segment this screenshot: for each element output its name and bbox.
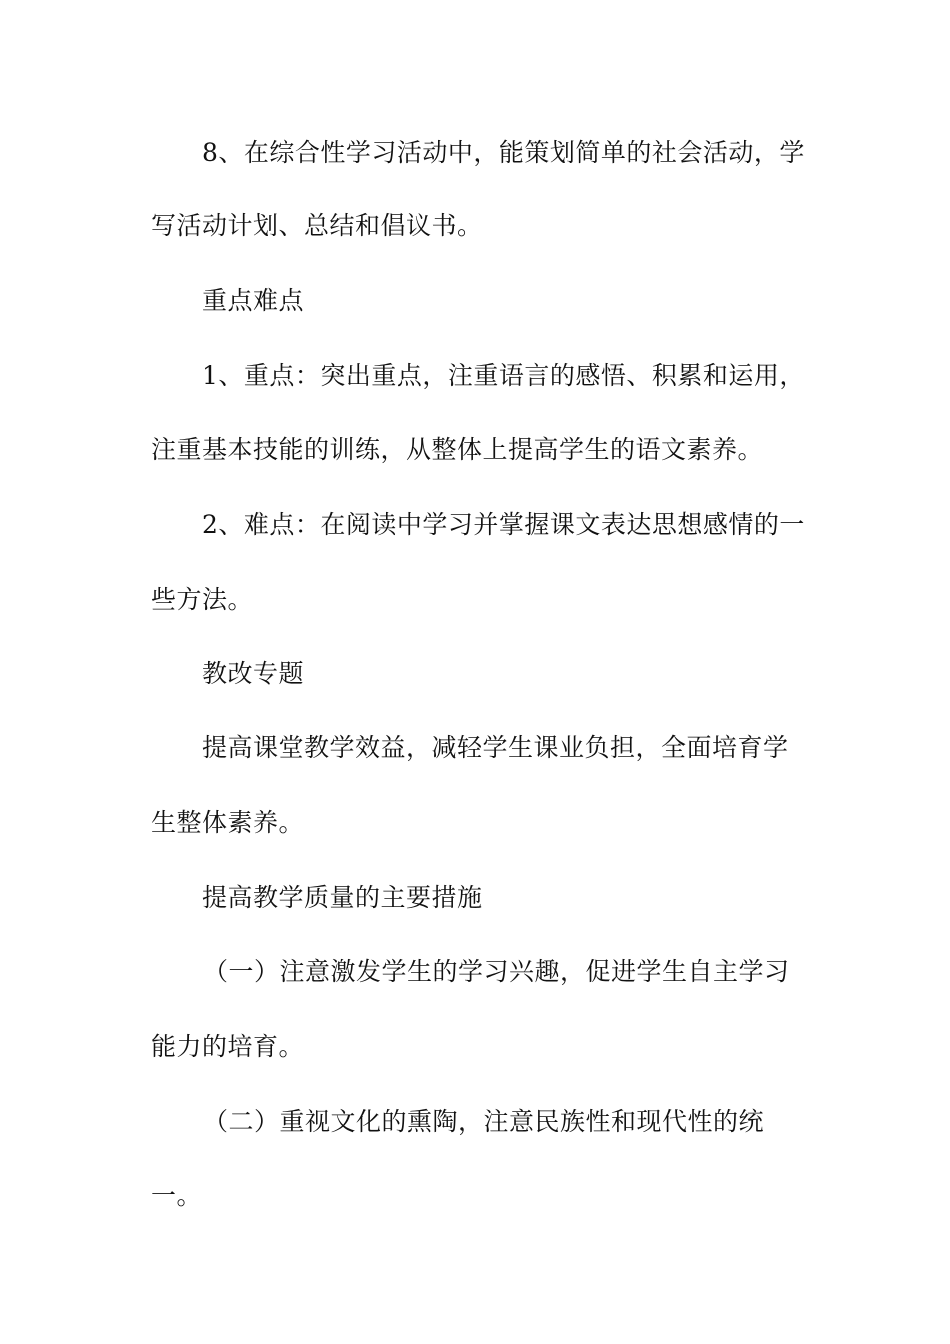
paragraph-line-1: 8、在综合性学习活动中，能策划简单的社会活动，学: [202, 138, 805, 167]
section-heading-measures: 提高教学质量的主要措施: [202, 883, 483, 912]
paragraph-line-8: 生整体素养。: [151, 808, 305, 837]
paragraph-line-2: 写活动计划、总结和倡议书。: [151, 211, 483, 240]
paragraph-line-5: 2、难点：在阅读中学习并掌握课文表达思想感情的一: [202, 510, 805, 539]
section-heading-key-points: 重点难点: [202, 286, 305, 315]
paragraph-line-9: （一）注意激发学生的学习兴趣，促进学生自主学习: [203, 957, 790, 986]
section-heading-reform-topic: 教改专题: [202, 659, 305, 688]
paragraph-line-4: 注重基本技能的训练，从整体上提高学生的语文素养。: [151, 435, 764, 464]
paragraph-line-6: 些方法。: [151, 585, 254, 614]
paragraph-line-7: 提高课堂教学效益，减轻学生课业负担，全面培育学: [202, 733, 789, 762]
paragraph-line-3: 1、重点：突出重点，注重语言的感悟、积累和运用，: [202, 361, 805, 390]
paragraph-line-10: 能力的培育。: [151, 1032, 305, 1061]
paragraph-line-12: 一。: [151, 1181, 203, 1210]
paragraph-line-11: （二）重视文化的熏陶，注意民族性和现代性的统: [203, 1107, 765, 1136]
